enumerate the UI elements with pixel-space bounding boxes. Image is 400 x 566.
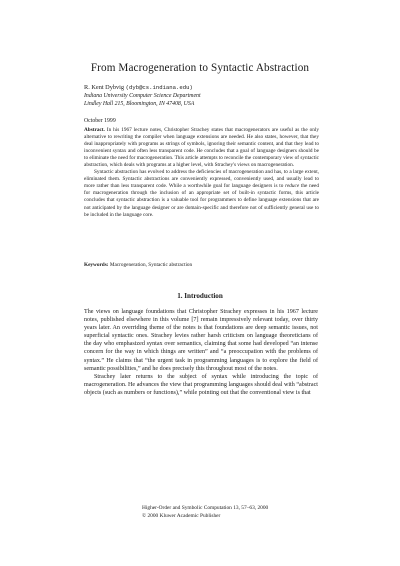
body-paragraph-1: The views on language foundations that Christopher Strachey expresses in his 1967 lecture notes, published elsewhere in this volume [7] remain impressively relevant today, over thirty years later. An overriding theme of the notes is that foundations are deep semantic issues, not superficial syntactic ones. Strachey levies rather harsh criticism on language theoreticians of the day who emphasized syntax over semantics, claiming that some had developed “an intense concern for the way in which things are written” and “a preoccupation with the problems of syntax.” He claims that “the urgent task in programming languages is to explore the field of semantic possibilities,” and he does precisely this throughout most of the notes.: [84, 309, 318, 372]
keywords: [84, 262, 192, 268]
abstract-text-2a: Syntactic abstraction has evolved to address the deficiencies of macrogeneration and has, to a large extent, eliminated them. Syntactic abstractions are conveniently expressed, conveniently used, and usually lead to more rather than less transparent code. While a worthwhile goal for language designers is to: [84, 169, 319, 190]
abstract-text-1: In his 1967 lecture notes, Christopher Strachey states that macrogenerators are useful as the only alternative to rewriting the compiler when language extensions are needed. He also states, however, that they deal inappropriately with programs as strings of symbols, ignoring their semantic content, and that they lead to inconvenient syntax and often less transparent code. He concludes that a goal of language designers should be to eliminate the need for macrogeneration. This article attempts to reconcile the contemporary view of syntactic abstraction, which deals with programs at a higher level, with Strachey's views on macrogeneration.: [84, 127, 319, 169]
body-text: [84, 308, 318, 397]
abstract-label: Abstract.: [84, 127, 105, 133]
abstract-emphasis: reduce: [285, 183, 300, 190]
journal-citation: Higher-Order and Symbolic Computation 13, 57–63, 2000: [142, 505, 269, 511]
author-affiliation: [84, 93, 201, 108]
abstract-paragraph-2: [84, 169, 319, 218]
body-paragraph-2: Strachey later returns to the subject of syntax while introducing the topic of macrogeneration. He advances the view that programming languages should deal with “abstract objects (such as numbers or functions),” while pointing out that the conventional view is that: [84, 373, 318, 396]
copyright-notice: © 2000 Kluwer Academic Publisher: [142, 512, 221, 519]
author-name: R. Kent Dybvig: [84, 84, 125, 91]
author-line: [84, 84, 193, 92]
section-heading: 1. Introduction: [177, 292, 223, 300]
abstract-text-2b: the need for macrogeneration through the inclusion of an appropriate set of built-in syntactic forms, this article concludes that syntactic abstraction is a valuable tool for programmers to define language extensions that are not anticipated by the language designer or are domain-specific and therefore not of sufficiently general use to be included in the language core.: [84, 183, 319, 218]
keywords-text: Macrogeneration, Syntactic abstraction: [108, 262, 193, 268]
abstract-paragraph-1: [84, 127, 319, 169]
page-footer: [142, 505, 268, 520]
paper-date: October 1999: [84, 118, 116, 124]
author-department: Indiana University Computer Science Department: [84, 93, 201, 99]
author-email: (dyb@cs.indiana.edu): [125, 84, 193, 91]
author-address: Lindley Hall 215, Bloomington, IN 47408, USA: [84, 100, 195, 107]
keywords-label: Keywords:: [84, 262, 109, 268]
paper-title: From Macrogeneration to Syntactic Abstraction: [90, 62, 310, 74]
abstract: [84, 127, 319, 219]
